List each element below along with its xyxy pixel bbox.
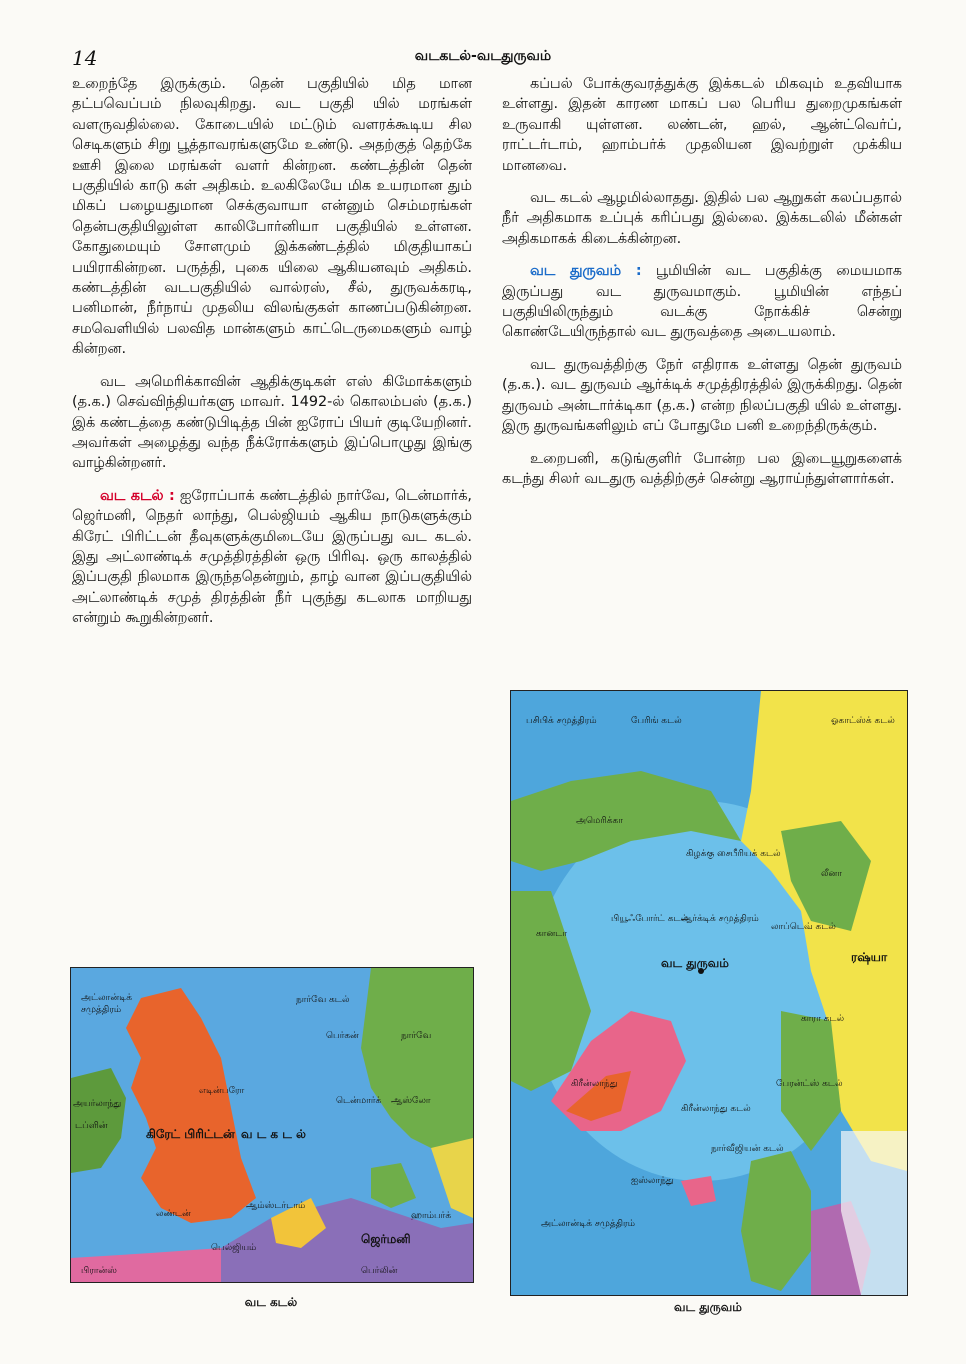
label-iceland: ஐஸ்லாந்து xyxy=(631,1176,674,1186)
label-kara: காரா கடல் xyxy=(801,1014,845,1024)
label-dublin: டப்ளின் xyxy=(75,1121,108,1131)
label-beaufort: பியூஃபோர்ட் கடல் xyxy=(611,914,689,924)
label-edinburgh: எடின்பரோ xyxy=(199,1086,245,1096)
label-greenland: கிரீன்லாந்து xyxy=(571,1079,618,1089)
label-russia: ரஷ்யா xyxy=(851,950,888,964)
label-hamburg: ஹாம்பர்க் xyxy=(411,1211,452,1221)
label-great-britain: கிரேட் பிரிட்டன் xyxy=(146,1127,235,1141)
right-column xyxy=(502,74,902,501)
paragraph: உறைபனி, கடுங்குளிர் போன்ற பல இடையூறுகளைக் கடந்து சிலர் வடதுரு வத்திற்குச் சென்று ஆராய்ந்துள்ளார்கள். xyxy=(502,450,902,487)
left-column xyxy=(72,74,472,641)
term-north-sea: வட கடல் : xyxy=(100,487,175,504)
paragraph-north-pole xyxy=(502,261,902,343)
label-barents: பேரன்ட்ஸ் கடல் xyxy=(776,1079,843,1089)
north-sea-map-graphic xyxy=(71,968,473,1282)
paragraph-text: ஐரோப்பாக் கண்டத்தில் நார்வே, டென்மார்க், ஜெர்மனி, நெதர் லாந்து, பெல்ஜியம் ஆகிய நாடுகளுக்கும் கிரேட் பிரிட்டன் தீவுகளுக்குமிடையே இருப்பது வட கடல். இது அட்லாண்டிக் சமுத்திரத்தின் ஒரு பிரிவு. ஒரு காலத்தில் இப்பகுதி நிலமாக இருந்ததென்றும், தாழ் வான இப்பகுதியில் அட்லாண்டிக் சமுத் திரத்தின் நீர் புகுந்து கடலாக மாறியது என்றும் கூறுகின்றனர். xyxy=(72,487,472,627)
north-sea-map xyxy=(70,967,474,1283)
label-north-pole: வட துருவம் xyxy=(661,956,729,970)
paragraph: வட அமெரிக்காவின் ஆதிக்குடிகள் எஸ் கிமோக்களும் (த.க.) செவ்விந்தியர்களு மாவர். 1492-ல் கொலம்பஸ் (த.க.) இக் கண்டத்தை கண்டுபிடித்த பின் ஐரோப் பியர் குடியேறினர். அவர்கள் அழைத்து வந்த நீக்ரோக்களும் இப்பொழுது இங்கு வாழ்கின்றனர். xyxy=(72,373,472,472)
paragraph-north-sea xyxy=(72,486,472,629)
label-ireland: அயர்லாந்து xyxy=(73,1099,122,1109)
label-atlantic: அட்லான்டிக் சமுத்திரம் xyxy=(541,1219,635,1229)
label-london: லண்டன் xyxy=(156,1209,191,1219)
paragraph-text: பூமியின் வட பகுதிக்கு மையமாக இருப்பது வட துருவமாகும். பூமியின் எந்தப் பகுதியிலிருந்தும் வடக்கு நோக்கிச் சென்று கொண்டேயிருந்தால் வட துருவத்தை அடையலாம். xyxy=(502,263,903,341)
paragraph: கப்பல் போக்குவரத்துக்கு இக்கடல் மிகவும் உதவியாக உள்ளது. இதன் காரண மாகப் பல பெரிய துறைமுகங்கள் உருவாகி யுள்ளன. லண்டன், ஹல், ஆன்ட்வெர்ப், ராட்டர்டாம், ஹாம்பர்க் முதலியன இவற்றுள் முக்கிய மானவை. xyxy=(502,76,902,174)
label-oslo: ஆஸ்லோ xyxy=(391,1096,431,1106)
label-laptev: லாப்டெவ் கடல் xyxy=(771,922,836,932)
label-arctic: ஆர்க்டிக் சமுத்திரம் xyxy=(681,914,759,924)
label-germany: ஜெர்மனி xyxy=(361,1232,411,1246)
page-header xyxy=(72,46,894,70)
paragraph: வட துருவத்திற்கு நேர் எதிராக உள்ளது தென் துருவம் (த.க.). வட துருவம் ஆர்க்டிக் சமுத்திரத்தில் இருக்கிறது. தென் துருவம் அன்டார்க்டிகா (த.க.) என்ற நிலப்பகுதி யில் உள்ளது. இரு துருவங்களிலும் எப் போதுமே பனி உறைந்திருக்கும். xyxy=(502,356,902,435)
paragraph: வட கடல் ஆழமில்லாதது. இதில் பல ஆறுகள் கலப்பதால் நீர் அதிகமாக உப்புக் கரிப்பது இல்லை. இக்கடலில் மீன்கள் அதிகமாகக் கிடைக்கின்றன. xyxy=(502,190,902,247)
label-america: அமெரிக்கா xyxy=(576,816,623,826)
page-number: 14 xyxy=(72,46,98,70)
label-ocean: சமுத்திரம் xyxy=(81,1005,122,1015)
label-atlantic: அட்லான்டிக் xyxy=(81,993,132,1003)
label-bering: பேரிங் கடல் xyxy=(631,716,682,726)
map-caption-north-pole: வட துருவம் xyxy=(674,1300,742,1314)
label-berlin: பெர்லின் xyxy=(361,1266,398,1276)
north-pole-map xyxy=(510,690,908,1296)
label-greenland-sea: கிரீன்லாந்து கடல் xyxy=(681,1104,751,1114)
map-caption-north-sea: வட கடல் xyxy=(244,1295,298,1309)
label-canada: கானடா xyxy=(536,929,568,939)
running-head: வடகடல்-வடதுருவம் xyxy=(414,48,552,64)
label-amsterdam: ஆம்ஸ்டர்டாம் xyxy=(246,1201,306,1211)
label-norwegian-sea: நார்வீஜியன் கடல் xyxy=(711,1144,784,1154)
label-belgium: பெல்ஜியம் xyxy=(211,1243,257,1253)
label-norway: நார்வே xyxy=(401,1031,432,1041)
label-east-siberian: கிழக்கு சைபீரியக் கடல் xyxy=(686,849,781,859)
label-denmark: டென்மார்க் xyxy=(336,1096,382,1106)
label-france: பிரான்ஸ் xyxy=(81,1266,117,1276)
paragraph: உறைந்தே இருக்கும். தென் பகுதியில் மித மான தட்பவெப்பம் நிலவுகிறது. வட பகுதி யில் மரங்கள் வளருவதில்லை. கோடையில் மட்டும் வளரக்கூடிய சில செடிகளும் சிறு பூத்தாவரங்களுமே உண்டு. அதற்குத் தெற்கே ஊசி இலை மரங்கள் வளர் கின்றன. கண்டத்தின் தென் பகுதியில் காடு கள் அதிகம். உலகிலேயே மிக உயரமான தும் மிகப் பழையதுமான செக்குவாயா என்னும் செம்மரங்கள் தென்பகுதியிலுள்ள காலிபோர்னியா பகுதியில் உள்ளன. கோதுமையும் சோளமும் இக்கண்டத்தில் மிகுதியாகப் பயிராகின்றன. பருத்தி, புகை யிலை ஆகியனவும் அதிகம். கண்டத்தின் வடபகுதியில் வால்ரஸ், சீல், துருவக்கரடி, பனிமான், நீர்நாய் முதலிய விலங்குகள் காணப்படுகின்றன. சமவெளியில் பலவித மான்களும் காட்டெருமைகளும் வாழ் கின்றன. xyxy=(72,76,472,358)
label-norway-sea: நார்வே கடல் xyxy=(296,995,350,1005)
label-bergen: பெர்கன் xyxy=(326,1031,359,1041)
label-north-sea: வ ட க ட ல் xyxy=(241,1127,306,1141)
label-lena: லீனா xyxy=(821,869,842,879)
north-pole-map-graphic xyxy=(511,691,907,1295)
term-north-pole: வட துருவம் : xyxy=(530,263,642,280)
label-okhotsk: ஓகாட்ஸ்க் கடல் xyxy=(831,716,895,726)
label-pacific: பசிபிக் சமுத்திரம் xyxy=(526,716,597,726)
